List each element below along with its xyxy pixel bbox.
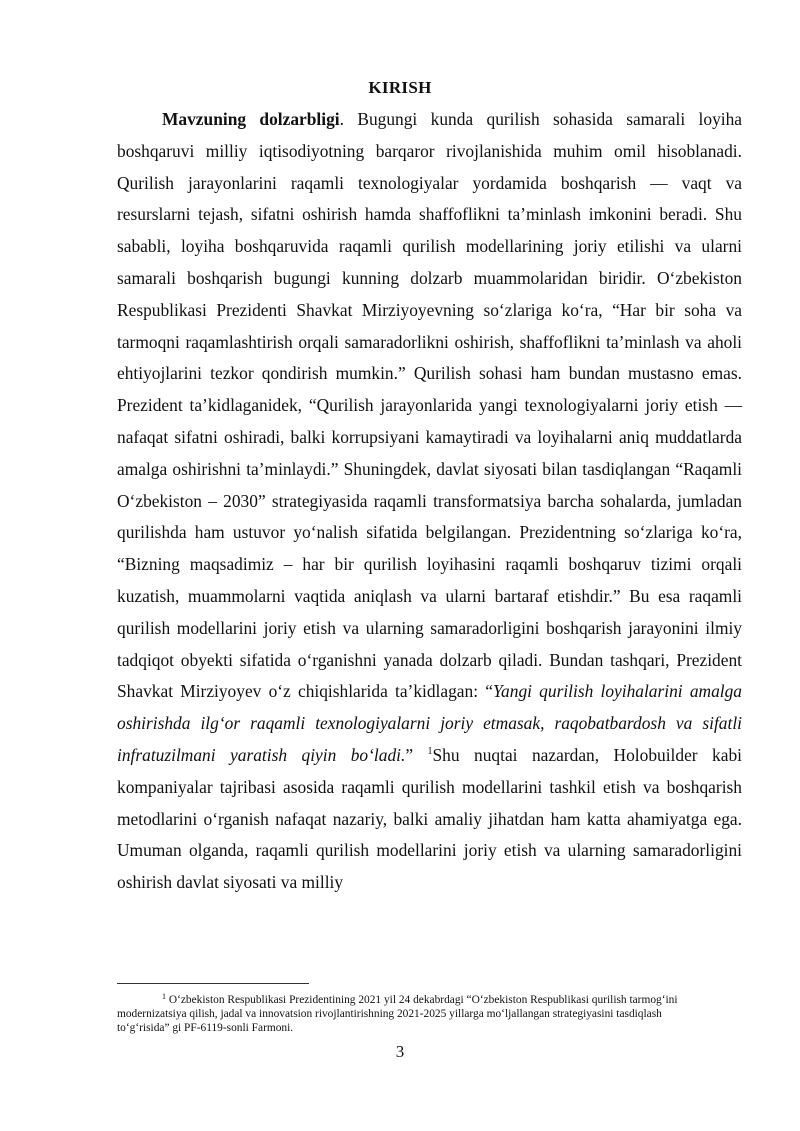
footnote [117, 993, 717, 1036]
footnote-separator [117, 983, 309, 984]
lead-heading: Mavzuning dolzarbligi [162, 109, 340, 129]
body-text-part1: . Bugungi kunda qurilish sohasida samarali loyiha boshqaruvi milliy iqtisodiyotning barqaror rivojlanishida muhim omil hisoblanadi. Qurilish jarayonlarini raqamli texnologiyalar yordamida boshqarish — vaqt va resurslarni tejash, sifatni oshirish hamda shaffoflikni taʼminlash imkonini beradi. Shu sababli, loyiha boshqaruvida raqamli qurilish modellarining joriy etilishi va ularni samarali boshqarish bugungi kunning dolzarb muammolaridan biridir. Oʻzbekiston Respublikasi Prezidenti Shavkat Mirziyoyevning soʻzlariga koʻra, “Har bir soha va tarmoqni raqamlashtirish orqali samaradorlikni oshirish, shaffoflikni taʼminlash va aholi ehtiyojlarini tezkor qondirish mumkin.” Qurilish sohasi ham bundan mustasno emas. Prezident taʼkidlaganidek, “Qurilish jarayonlarida yangi texnologiyalarni joriy etish — nafaqat sifatni oshiradi, balki korrupsiyani kamaytiradi va loyihalarni aniq muddatlarda amalga oshirishni taʼminlaydi.” Shuningdek, davlat siyosati bilan tasdiqlangan “Raqamli Oʻzbekiston – 2030” strategiyasida raqamli transformatsiya barcha sohalarda, jumladan qurilishda ham ustuvor yoʻnalish sifatida belgilangan. Prezidentning soʻzlariga koʻra, “Bizning maqsadimiz – har bir qurilish loyihasini raqamli boshqaruv tizimi orqali kuzatish, muammolarni vaqtida aniqlash va ularni bartaraf etishdir.” Bu esa raqamli qurilish modellarini joriy etish va ularning samaradorligini boshqarish jarayonini ilmiy tadqiqot obyekti sifatida oʻrganishni yanada dolzarb qiladi. Bundan tashqari, Prezident Shavkat Mirziyoyev oʻz chiqishlarida taʼkidlagan: “ [117, 109, 743, 702]
body-paragraph [117, 104, 742, 899]
footnote-reference[interactable]: 1 [427, 745, 433, 757]
quote-close: ” [405, 744, 428, 765]
body-text-part2: Shu nuqtai nazardan, Holobuilder kabi kompaniyalar tajribasi asosida raqamli qurilish modellarini tashkil etish va boshqarish metodlarini oʻrganish nafaqat nazariy, balki amaliy jihatdan ham katta ahamiyatga ega. Umuman olganda, raqamli qurilish modellarini joriy etish va ularning samaradorligini oshirish davlat siyosati va milliy [117, 744, 742, 893]
footnote-text: Oʻzbekiston Respublikasi Prezidentining 2021 yil 24 dekabrdagi “Oʻzbekiston Respublikasi qurilish tarmogʻini modernizatsiya qilish, jadal va innovatsion rivojlantirishning 2021-2025 yillarga moʻljallangan strategiyasini tasdiqlash toʻgʻrisida” gi PF-6119-sonli Farmoni. [117, 994, 678, 1035]
italic-quote: Yangi qurilish loyihalarini amalga oshirishda ilgʻor raqamli texnologiyalarni joriy etmasak, raqobatbardosh va sifatli infratuzilmani yaratish qiyin boʻladi. [117, 681, 742, 765]
footnote-marker: 1 [162, 992, 166, 1001]
page-number: 3 [395, 1042, 405, 1061]
section-title: KIRISH [368, 78, 432, 97]
